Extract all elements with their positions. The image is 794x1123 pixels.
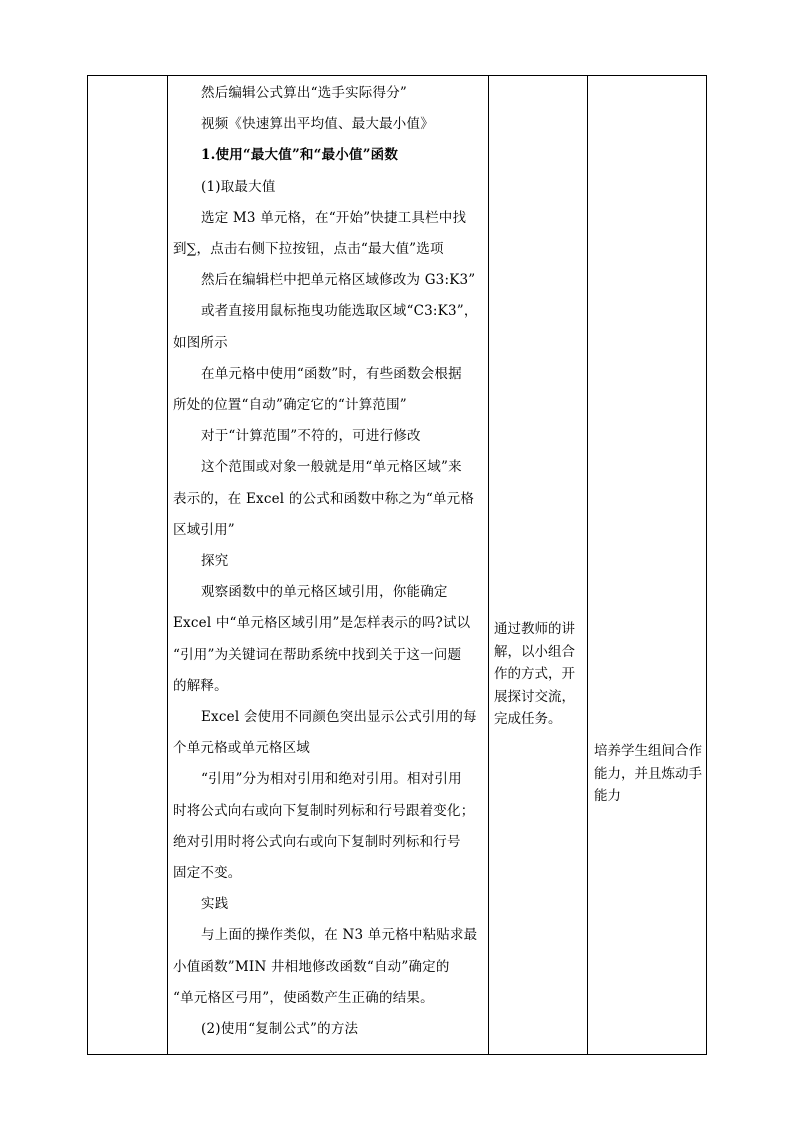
student-activity-cell: 通过教师的讲解，以小组合作的方式，开展探讨交流，完成任务。 <box>494 621 575 727</box>
content-line: 对于“计算范围”不符的，可进行修改 <box>201 428 421 445</box>
lesson-content-cell <box>173 78 485 1045</box>
content-line: 视频《快速算出平均值、最大最小值》 <box>201 116 434 133</box>
content-line: 观察函数中的单元格区域引用，你能确定 <box>201 584 448 601</box>
table-bottom-border <box>87 1054 707 1055</box>
content-line: 区域引用” <box>173 521 235 538</box>
table-border-right <box>706 75 707 1055</box>
content-line: 这个范围或对象一般就是用“单元格区域”来 <box>201 459 462 476</box>
content-line: (1)取最大值 <box>201 178 276 195</box>
content-line: 的解释。 <box>173 677 228 694</box>
content-line: 到∑，点击右侧下拉按钮，点击“最大值”选项 <box>173 241 444 258</box>
content-line: 选定 M3 单元格，在“开始”快捷工具栏中找 <box>201 209 467 226</box>
content-line: 在单元格中使用“函数”时，有些函数会根据 <box>201 365 462 382</box>
content-line: 如图所示 <box>173 334 228 351</box>
content-line: 所处的位置“自动”确定它的“计算范围” <box>173 397 407 414</box>
design-intent-cell: 培养学生组间合作能力，并且炼动手能力 <box>594 743 702 804</box>
content-line: “引用”为关键词在帮助系统中找到关于这一问题 <box>173 646 462 663</box>
table-border-col2 <box>488 75 489 1055</box>
content-line: 个单元格或单元格区域 <box>173 740 310 757</box>
table-border-col1 <box>167 75 168 1055</box>
section-heading: 1.使用“最大值”和“最小值”函数 <box>201 147 399 164</box>
content-line: “引用”分为相对引用和绝对引用。相对引用 <box>201 771 462 788</box>
content-line: “单元格区弓用”，使函数产生正确的结果。 <box>173 989 434 1006</box>
content-line: 探究 <box>201 553 229 570</box>
content-line: 然后在编辑栏中把单元格区域修改为 G3:K3” <box>201 272 476 289</box>
table-top-border <box>87 75 707 76</box>
content-line: Excel 中“单元格区域引用”是怎样表示的吗?试以 <box>173 615 471 632</box>
content-line: 时将公式向右或向下复制时列标和行号跟着变化； <box>173 802 475 819</box>
content-line: 或者直接用鼠标拖曳功能选取区域“C3:K3”， <box>201 303 478 320</box>
content-line: 然后编辑公式算出“选手实际得分” <box>201 85 408 101</box>
content-line: 与上面的操作类似，在 N3 单元格中粘贴求最 <box>201 927 478 944</box>
content-line: 小值函数”MIN 井相地修改函数“自动”确定的 <box>173 958 450 975</box>
content-line: 固定不变。 <box>173 865 242 882</box>
content-line: Excel 会使用不同颜色突出显示公式引用的每 <box>201 709 477 726</box>
content-line: 实践 <box>201 896 229 913</box>
table-border-left <box>87 75 88 1055</box>
table-border-col3 <box>587 75 588 1055</box>
content-line: 绝对引用时将公式向右或向下复制时列标和行号 <box>173 833 461 850</box>
content-line: 表示的，在 Excel 的公式和函数中称之为“单元格 <box>173 490 475 507</box>
content-line: (2)使用“复制公式”的方法 <box>201 1021 359 1038</box>
